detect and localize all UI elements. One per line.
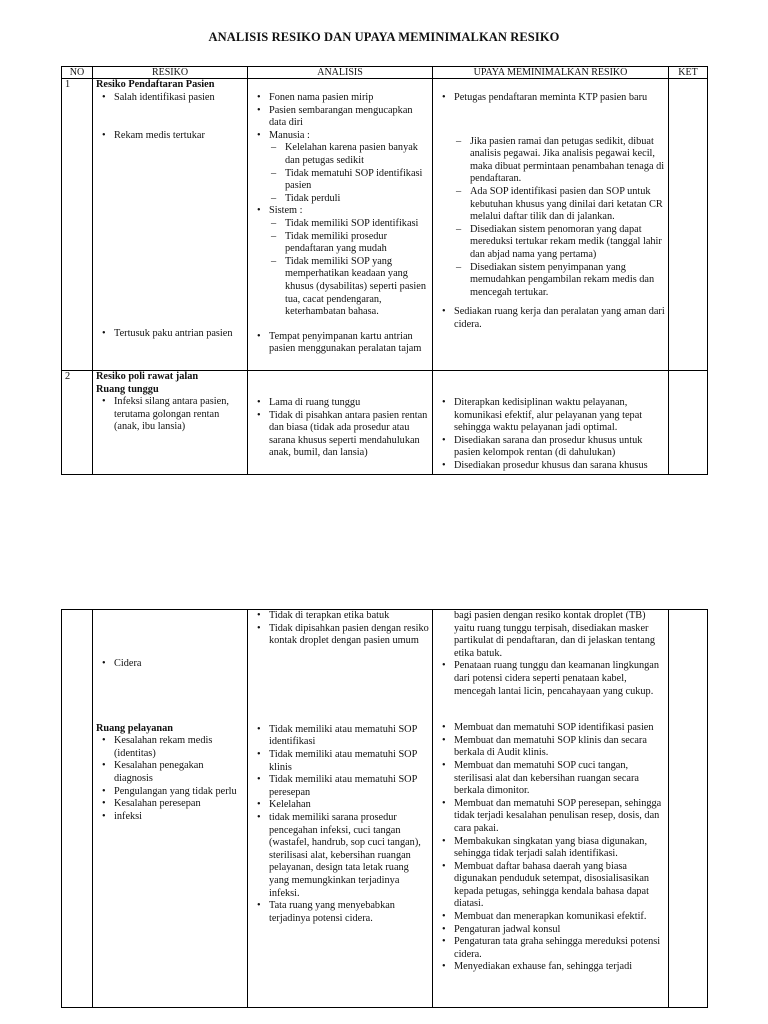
list-item: • Pengaturan tata graha sehingga mereduksi potensi cidera. (454, 936, 665, 961)
list-item: • Penataan ruang tunggu dan keamanan lingkungan dari potensi cidera seperti penataan kabel, mencegah lantai licin, pencahayaan yang cukup. (454, 660, 665, 698)
section-subtitle: Ruang tunggu (96, 383, 159, 395)
list-item: • Disediakan sarana dan prosedur khusus untuk pasien kelompok rentan (di dahulukan) (454, 435, 665, 460)
analisis-cell (248, 79, 433, 371)
list-item: • Sistem : (269, 205, 429, 218)
list-item: • Kesalahan peresepan (114, 798, 244, 811)
list-item: • Lama di ruang tunggu (269, 397, 429, 410)
risk-table (61, 66, 708, 475)
upaya-cell (433, 371, 669, 475)
list-item: – Ada SOP identifikasi pasien dan SOP untuk kebutuhan khusus yang dinilai dari ketatan CR melalui daftar tilik dan di jalankan. (470, 186, 665, 224)
header-analisis: ANALISIS (248, 67, 433, 79)
list-item: • Sediakan ruang kerja dan peralatan yang aman dari cidera. (454, 306, 665, 331)
table-header-row (62, 67, 708, 79)
ket-cell (669, 371, 708, 475)
list-item: • Menyediakan exhause fan, sehingga terjadi (454, 961, 665, 974)
list-item: • Pengaturan jadwal konsul (454, 924, 665, 937)
list-item-continued: bagi pasien dengan resiko kontak droplet (TB) yaitu ruang tunggu terpisah, disediakan masker partikulat di pendaftaran, dan di jelaskan tentang etika batuk. (454, 610, 656, 659)
table-row (62, 610, 708, 1008)
list-item: – Tidak mematuhi SOP identifikasi pasien (285, 168, 429, 193)
resiko-cell (93, 371, 248, 475)
list-item: – Disediakan sistem penomoran yang dapat mereduksi tertukar rekam medik (tanggal lahir dan abjad nama yang pertama) (470, 224, 665, 262)
list-item: • Membuat dan menerapkan komunikasi efektif. (454, 911, 665, 924)
row-number: 2 (62, 371, 93, 475)
list-item: • Kesalahan rekam medis (identitas) (114, 735, 244, 760)
list-item: – Jika pasien ramai dan petugas sedikit, dibuat analisis pegawai. Jika analisis pegawai kecil, maka dibuat permintaan penambahan tenaga di pendaftaran. (470, 136, 665, 186)
list-item: – Tidak perduli (285, 193, 429, 206)
list-item: • Membakukan singkatan yang biasa digunakan, sehingga tidak terjadi salah identifikasi. (454, 836, 665, 861)
list-item: • Membuat daftar bahasa daerah yang biasa digunakan penduduk setempat, disosialisasikan kepada petugas, sehingga kendala bahasa dapat diatasi. (454, 861, 665, 911)
table-row (62, 371, 708, 475)
list-item: • Petugas pendaftaran meminta KTP pasien baru (454, 92, 665, 105)
list-item: • Membuat dan mematuhi SOP peresepan, sehingga tidak terjadi kesalahan penulisan resep, dosis, dan cara pakai. (454, 798, 665, 836)
list-item: • infeksi (114, 811, 244, 824)
section-title: Resiko Pendaftaran Pasien (96, 79, 215, 90)
list-item: • Rekam medis tertukar (114, 130, 244, 143)
list-item: – Tidak memiliki prosedur pendaftaran yang mudah (285, 231, 429, 256)
section-title: Resiko poli rawat jalan (96, 371, 199, 382)
list-item: • Salah identifikasi pasien (114, 92, 244, 105)
ket-cell (669, 79, 708, 371)
list-item: • Tidak memiliki atau mematuhi SOP identifikasi (269, 724, 429, 749)
upaya-cell (433, 79, 669, 371)
list-item: • Tidak dipisahkan pasien dengan resiko kontak droplet dengan pasien umum (269, 623, 429, 648)
list-item: • Diterapkan kedisiplinan waktu pelayanan, komunikasi efektif, alur pelayanan yang tepat sehingga waktu pelayanan jadi optimal. (454, 397, 665, 435)
ket-cell (669, 610, 708, 1008)
header-resiko: RESIKO (93, 67, 248, 79)
list-item: • Kelelahan (269, 799, 429, 812)
list-item: • Manusia : (269, 130, 429, 143)
list-item: • Kesalahan penegakan diagnosis (114, 760, 244, 785)
table-row (62, 79, 708, 371)
header-ket: KET (669, 67, 708, 79)
list-item: • Tempat penyimpanan kartu antrian pasien menggunakan peralatan tajam (269, 331, 429, 356)
upaya-cell (433, 610, 669, 1008)
list-item: • Tidak memiliki atau mematuhi SOP peresepan (269, 774, 429, 799)
resiko-cell (93, 79, 248, 371)
list-item: – Kelelahan karena pasien banyak dan petugas sedikit (285, 142, 429, 167)
list-item: • Tidak memiliki atau mematuhi SOP klinis (269, 749, 429, 774)
list-item: – Tidak memiliki SOP yang memperhatikan keadaan yang khusus (dysabilitas) seperti pasien tua, cacat pendengaran, keterhambatan bahasa. (285, 256, 429, 319)
list-item: • Fonen nama pasien mirip (269, 92, 429, 105)
list-item: • Pengulangan yang tidak perlu (114, 786, 244, 799)
risk-table-continued (61, 609, 708, 1008)
list-item: • Tata ruang yang menyebabkan terjadinya potensi cidera. (269, 900, 429, 925)
list-item: • Tidak di pisahkan antara pasien rentan dan biasa (tidak ada prosedur atau sarana khusus seperti mendahulukan anak, bumil, dan lansia) (269, 410, 429, 460)
list-item: • Tertusuk paku antrian pasien (114, 328, 244, 341)
list-item: • tidak memiliki sarana prosedur pencegahan infeksi, cuci tangan (wastafel, handrub, sop cuci tangan), sterilisasi alat, kebersihan ruangan pelayanan, design tata letak ruang yang memungkinkan terjadinya infeksi. (269, 812, 429, 900)
list-item: • Membuat dan mematuhi SOP klinis dan secara berkala di Audit klinis. (454, 735, 665, 760)
header-no: NO (62, 67, 93, 79)
list-item: • Disediakan prosedur khusus dan sarana khusus (454, 460, 665, 473)
list-item: • Pasien sembarangan mengucapkan data diri (269, 105, 429, 130)
list-item: • Cidera (114, 658, 244, 671)
header-upaya: UPAYA MEMINIMALKAN RESIKO (433, 67, 669, 79)
list-item: – Disediakan sistem penyimpanan yang memudahkan pengambilan rekam medis dan mencegah tertukar. (470, 262, 665, 300)
list-item: • Infeksi silang antara pasien, terutama golongan rentan (anak, ibu lansia) (114, 396, 244, 434)
row-number (62, 610, 93, 1008)
list-item: • Tidak di terapkan etika batuk (269, 610, 429, 623)
page-title: ANALISIS RESIKO DAN UPAYA MEMINIMALKAN RESIKO (208, 30, 560, 44)
analisis-cell (248, 371, 433, 475)
resiko-cell (93, 610, 248, 1008)
list-item: • Membuat dan mematuhi SOP cuci tangan, sterilisasi alat dan kebersihan ruangan secara berkala dimonitor. (454, 760, 665, 798)
list-item: – Tidak memiliki SOP identifikasi (285, 218, 429, 231)
section-subtitle: Ruang pelayanan (96, 722, 173, 734)
list-item: • Membuat dan mematuhi SOP identifikasi pasien (454, 722, 665, 735)
row-number: 1 (62, 79, 93, 371)
analisis-cell (248, 610, 433, 1008)
